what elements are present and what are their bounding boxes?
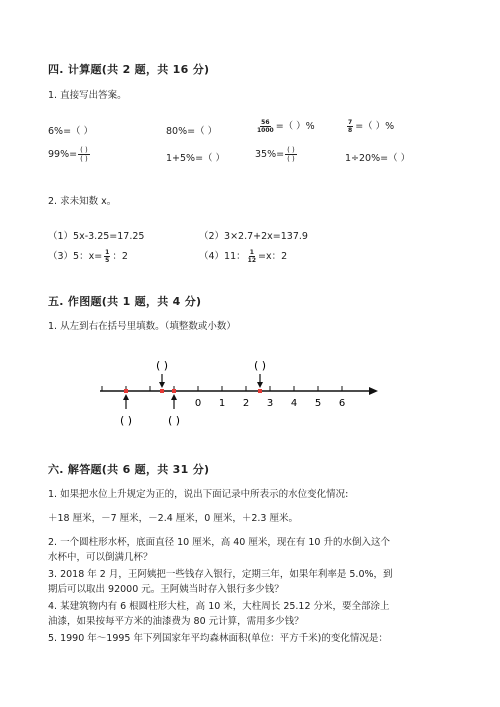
question-6-3-line1: 3. 2018 年 2 月，王阿姨把一些钱存入银行，定期三年，如果年利率是 5.0%，到 <box>48 569 393 580</box>
fraction-1-12: $\frac{1}{12}$ <box>247 249 256 264</box>
answer-blank-bottom-2[interactable]: ( ) <box>167 414 181 427</box>
axis-label-2: 2 <box>242 398 250 409</box>
axis-label-0: 0 <box>194 398 202 409</box>
equation-3: （3）5：x= $\frac{1}{5}$ ：2 <box>48 249 128 264</box>
calc-35-percent: 35%= ( ) ( ) <box>255 146 295 163</box>
fraction-7-8: $\frac{7}{8}$ <box>348 119 353 134</box>
question-6-4-line2: 油漆，如果按每平方米的油漆费为 80 元计算，需用多少钱？ <box>48 616 304 627</box>
calc-6-percent: 6%=（ ） <box>48 126 94 137</box>
question-6-2-line2: 水杯中，可以倒满几杯？ <box>48 552 153 563</box>
point-marker <box>160 389 164 393</box>
answer-blank-bottom-1[interactable]: ( ) <box>119 414 133 427</box>
axis-label-1: 1 <box>218 398 226 409</box>
equation-1: （1）5x-3.25=17.25 <box>48 231 145 242</box>
equation-2: （2）3×2.7+2x=137.9 <box>199 231 308 242</box>
point-marker <box>124 389 128 393</box>
calc-80-percent: 80%=（ ） <box>166 126 218 137</box>
arrowhead-icon <box>159 382 165 388</box>
point-marker <box>258 389 262 393</box>
axis-label-6: 6 <box>338 398 346 409</box>
axis-label-3: 3 <box>266 398 274 409</box>
section4-title: 四. 计算题(共 2 题，共 16 分) <box>48 63 210 76</box>
question-6-1: 1. 如果把水位上升规定为正的，说出下面记录中所表示的水位变化情况: <box>48 489 349 500</box>
point-marker <box>172 389 176 393</box>
equation-4: （4）11： $\frac{1}{12}$ =x：2 <box>199 249 288 264</box>
axis-arrow-icon <box>369 387 378 395</box>
answer-blank-top-2[interactable]: ( ) <box>253 359 267 372</box>
question-6-3-line2: 期后可以取出 92000 元。王阿姨当时存入银行多少钱？ <box>48 584 284 595</box>
fraction-1-5: $\frac{1}{5}$ <box>105 249 110 264</box>
calc-56-1000: $\frac{56}{1000}$ =（ ）% <box>257 119 315 134</box>
question-4-2: 2. 求未知数 x。 <box>48 196 117 207</box>
arrowhead-icon <box>123 394 129 400</box>
calc-7-8: $\frac{7}{8}$ =（ ）% <box>348 119 395 134</box>
question-5-1: 1. 从左到右在括号里填数。（填整数或小数） <box>48 321 236 332</box>
calc-99-percent: 99%= ( ) ( ) <box>48 146 88 163</box>
calc-1-plus-5-percent: 1+5%=（ ） <box>166 153 226 164</box>
section5-title: 五. 作图题(共 1 题，共 4 分) <box>48 295 202 308</box>
question-6-5-line1: 5. 1990 年～1995 年下列国家年平均森林面积(单位：平方千米)的变化情况是： <box>48 633 388 644</box>
calc-1-div-20-percent: 1÷20%=（ ） <box>345 153 411 164</box>
blank-fraction: ( ) ( ) <box>287 146 295 163</box>
axis-label-5: 5 <box>314 398 322 409</box>
blank-fraction: ( ) ( ) <box>80 146 88 163</box>
fraction-56-1000: $\frac{56}{1000}$ <box>257 119 274 134</box>
number-line-figure <box>0 350 500 435</box>
question-6-4-line1: 4. 某建筑物内有 6 根圆柱形大柱，高 10 米，大柱周长 25.12 分米，要全部涂上 <box>48 601 390 612</box>
question-4-1: 1. 直接写出答案。 <box>48 90 127 101</box>
arrowhead-icon <box>257 382 263 388</box>
axis-label-4: 4 <box>290 398 298 409</box>
question-6-2-line1: 2. 一个圆柱形水杯，底面直径 10 厘米，高 40 厘米，现在有 10 升的水倒入这个 <box>48 537 390 548</box>
arrowhead-icon <box>171 394 177 400</box>
section6-title: 六. 解答题(共 6 题，共 31 分) <box>48 463 210 476</box>
answer-blank-top-1[interactable]: ( ) <box>155 359 169 372</box>
question-6-1-values: ＋18 厘米，－7 厘米，－2.4 厘米，0 厘米，＋2.3 厘米。 <box>48 513 298 524</box>
